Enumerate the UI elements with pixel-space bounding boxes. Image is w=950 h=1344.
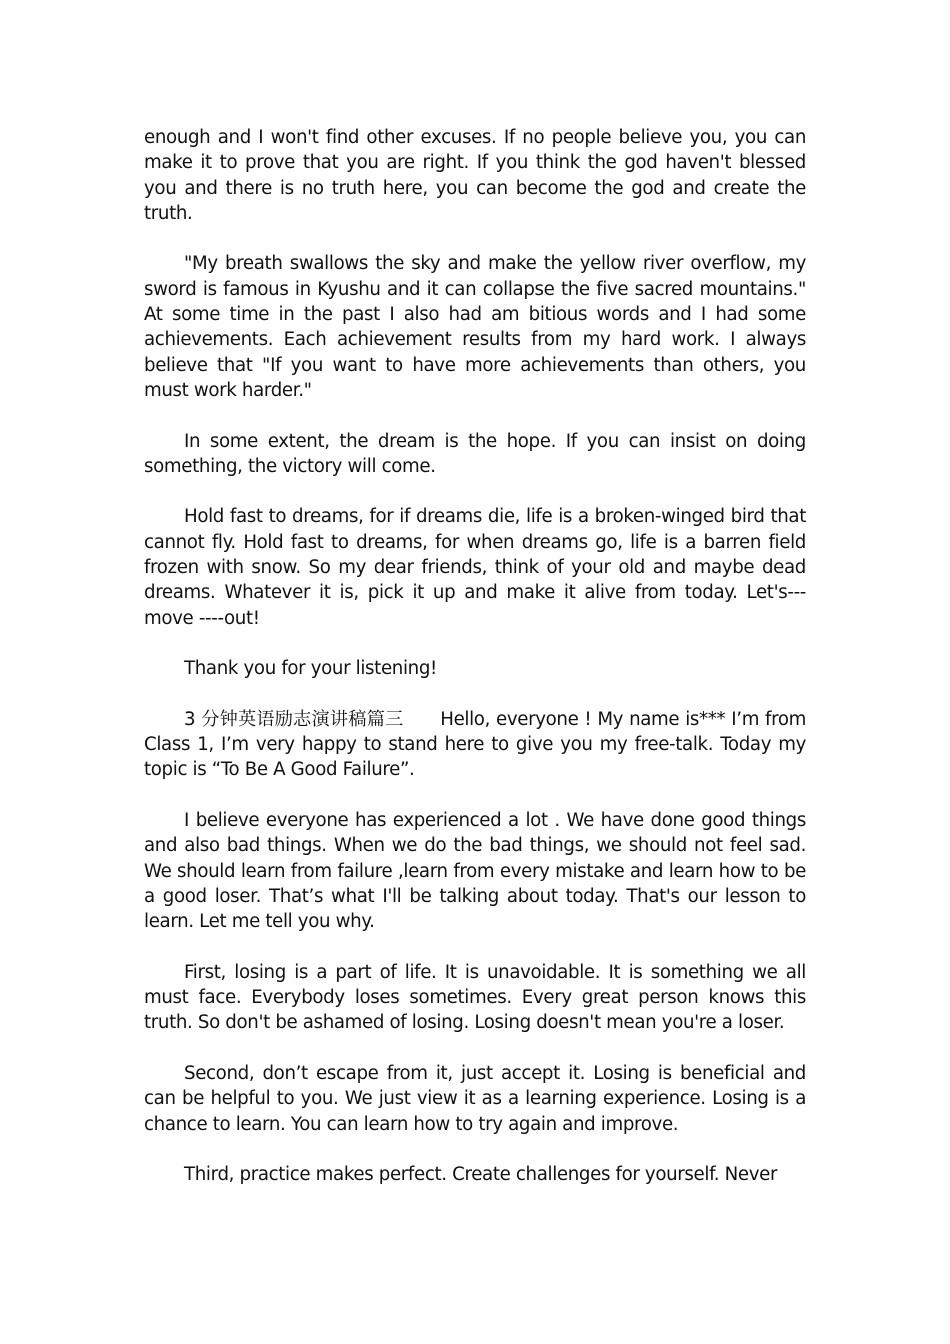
paragraph-hold-fast: Hold fast to dreams, for if dreams die, life is a broken-winged bird that cannot fly. Hold fast to dreams, for when dreams go, life is a barren field frozen with snow. So my dear friends, think of your old and maybe dead dreams. Whatever it is, pick it up and make it alive from today. Let's--- move ----out! — [144, 506, 806, 629]
paragraph-second-point: Second, don’t escape from it, just accept it. Losing is beneficial and can be helpful to you. We just view it as a learning experience. Losing is a chance to learn. You can learn how to try again and improve. — [144, 1062, 806, 1135]
paragraph-thank-you: Thank you for your listening! — [184, 658, 437, 680]
paragraph-excuses: enough and I won't find other excuses. If no people believe you, you can make it to prove that you are right. If you think the god haven't blessed you and there is no truth here, you can become the god and create the truth. — [144, 127, 806, 224]
paragraph-experienced: I believe everyone has experienced a lot . We have done good things and also bad things. When we do the bad things, we should not feel sad. We should learn from failure ,learn from every mistake and learn how to be a good loser. That’s what I'll be talking about today. That's our lesson to learn. Let me tell you why. — [144, 810, 806, 933]
paragraph-dream-hope: In some extent, the dream is the hope. If you can insist on doing something, the victory will come. — [144, 430, 806, 477]
paragraph-first-point: First, losing is a part of life. It is unavoidable. It is something we all must face. Everybody loses sometimes. Every great person knows this truth. So don't be ashamed of losing. Losing doesn't mean you're a loser. — [144, 961, 806, 1034]
paragraph-my-breath: "My breath swallows the sky and make the yellow river overflow, my sword is famous in Kyushu and it can collapse the five sacred mountains." At some time in the past I also had am bitious words and I had some achievements. Each achievement results from my hard work. I always believe that "If you want to have more achievements than others, you must work harder." — [144, 253, 806, 401]
document-body — [144, 125, 806, 1187]
paragraph-third-point: Third, practice makes perfect. Create challenges for yourself. Never — [184, 1164, 778, 1186]
paragraph-speech-three-intro: 3 分钟英语励志演讲稿篇三 Hello, everyone ! My name is*** I’m from Class 1, I’m very happy to stand here to give you my free-talk. Today my topic is “To Be A Good Failure”. — [144, 708, 806, 781]
